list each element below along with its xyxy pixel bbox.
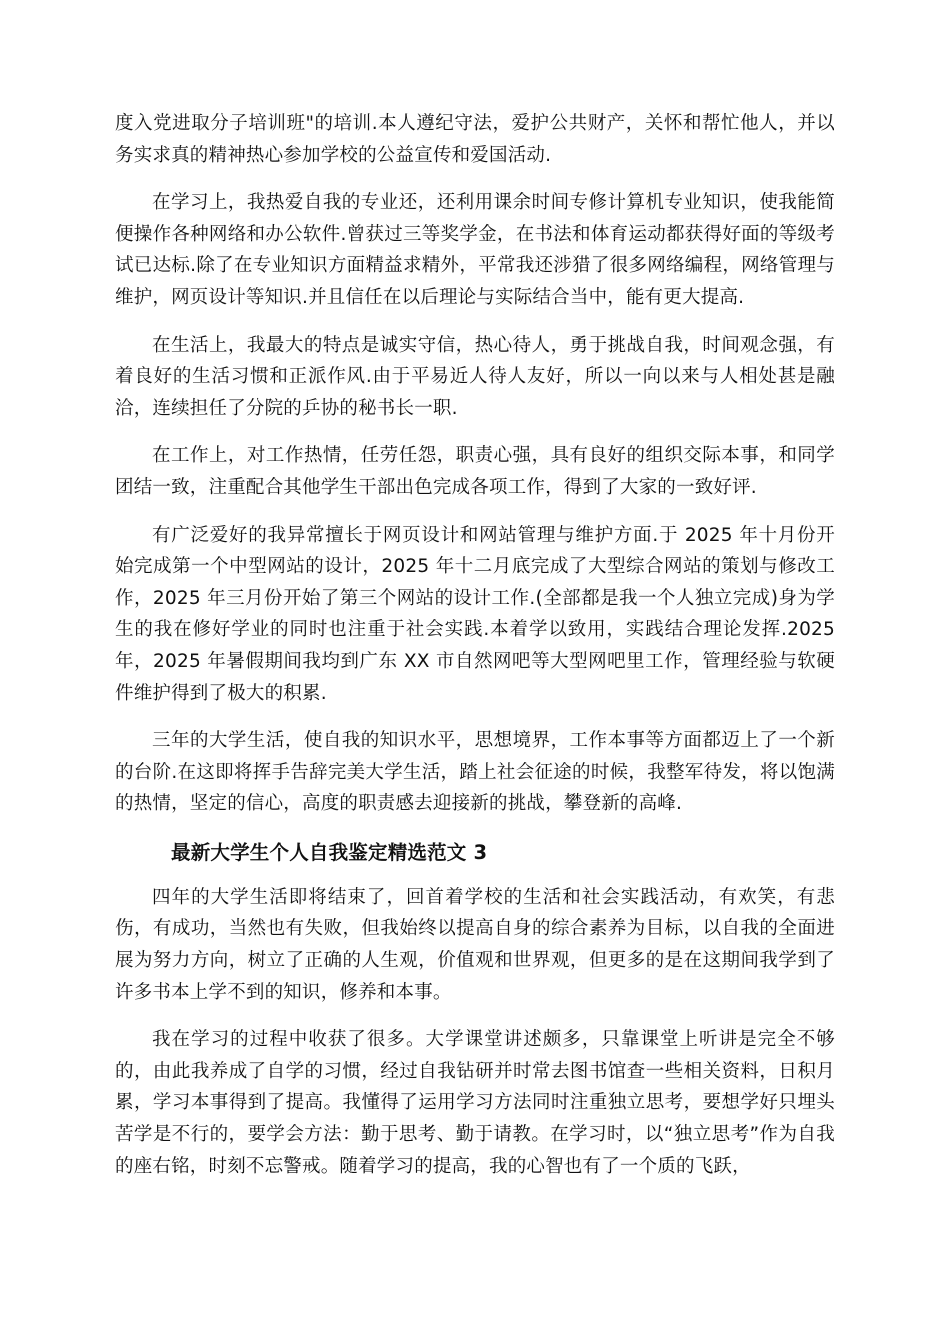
paragraph-learning: 我在学习的过程中收获了很多。大学课堂讲述颇多，只靠课堂上听讲是完全不够的，由此我养成了自学的习惯，经过自我钻研并时常去图书馆查一些相关资料，日积月累，学习本事得到了提高。我懂得了运用学习方法同时注重独立思考，要想学好只埋头苦学是不行的，要学会方法：勤于思考、勤于请教。在学习时，以“独立思考”作为自我的座右铭，时刻不忘警戒。随着学习的提高，我的心智也有了一个质的飞跃， (115, 1029, 835, 1177)
paragraph-study: 在学习上，我热爱自我的专业还，还利用课余时间专修计算机专业知识，使我能简便操作各种网络和办公软件.曾获过三等奖学金，在书法和体育运动都获得好面的等级考试已达标.除了在专业知识方面精益求精外，平常我还涉猎了很多网络编程，网络管理与维护，网页设计等知识.并且信任在以后理论与实际结合当中，能有更大提高. (115, 192, 835, 308)
paragraph-work: 在工作上，对工作热情，任劳任怨，职责心强，具有良好的组织交际本事，和同学团结一致，注重配合其他学生干部出色完成各项工作，得到了大家的一致好评. (115, 445, 835, 498)
paragraph-continuation: 度入党进取分子培训班"的培训.本人遵纪守法，爱护公共财产，关怀和帮忙他人，并以务实求真的精神热心参加学校的公益宣传和爱国活动. (115, 113, 835, 166)
paragraph-life: 在生活上，我最大的特点是诚实守信，热心待人，勇于挑战自我，时间观念强，有着良好的生活习惯和正派作风.由于平易近人待人友好，所以一向以来与人相处甚是融洽，连续担任了分院的乒协的秘书长一职. (115, 334, 835, 419)
paragraph-hobbies: 有广泛爱好的我异常擅长于网页设计和网站管理与维护方面.于 2025 年十月份开始完成第一个中型网站的设计，2025 年十二月底完成了大型综合网站的策划与修改工作，2025 年三月份开始了第三个网站的设计工作.(全部都是我一个人独立完成)身为学生的我在修好学业的同时也注重于社会实践.本着学以致用，实践结合理论发挥.2025 年，2025 年暑假期间我均到广东 XX 市自然网吧等大型网吧里工作，管理经验与软硬件维护得到了极大的积累. (115, 524, 835, 704)
section-heading: 最新大学生个人自我鉴定精选范文 3 (171, 840, 488, 864)
paragraph-conclusion: 三年的大学生活，使自我的知识水平，思想境界，工作本事等方面都迈上了一个新的台阶.在这即将挥手告辞完美大学生活，踏上社会征途的时候，我整军待发，将以饱满的热情，坚定的信心，高度的职责感去迎接新的挑战，攀登新的高峰. (115, 730, 835, 815)
paragraph-intro: 四年的大学生活即将结束了，回首着学校的生活和社会实践活动，有欢笑，有悲伤，有成功，当然也有失败，但我始终以提高自身的综合素养为目标，以自我的全面进展为努力方向，树立了正确的人生观，价值观和世界观，但更多的是在这期间我学到了许多书本上学不到的知识，修养和本事。 (115, 886, 835, 1003)
document-page (115, 108, 835, 1198)
